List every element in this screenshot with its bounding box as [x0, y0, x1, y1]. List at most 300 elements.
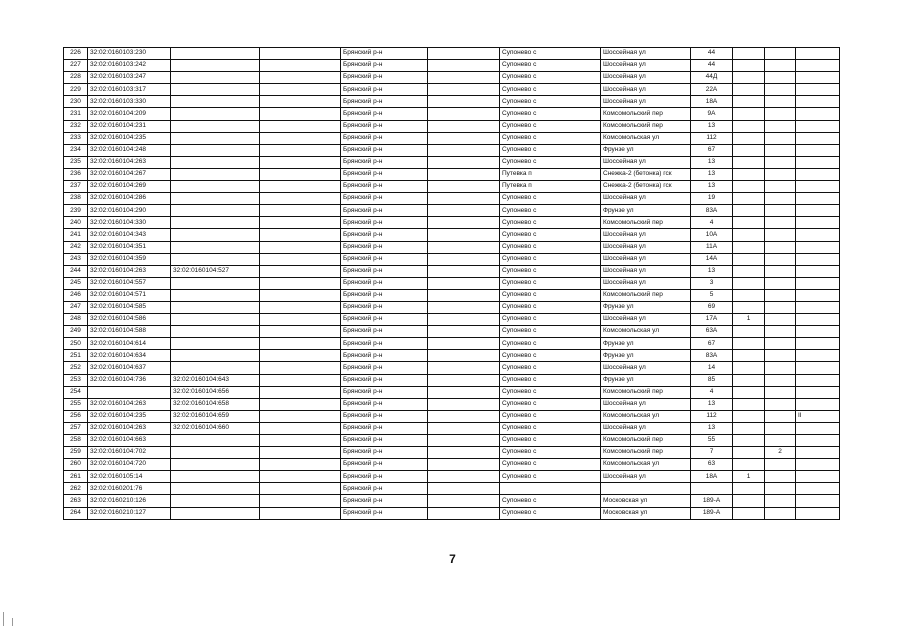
cadastral-number-linked [171, 96, 260, 108]
empty-cell [428, 374, 500, 386]
locality-cell: Супонево с [500, 84, 601, 96]
street-cell: Фрунзе ул [601, 350, 691, 362]
street-cell: Шоссейная ул [601, 229, 691, 241]
house-number: 44 [691, 60, 733, 72]
extra-value [765, 289, 796, 301]
extra-value [733, 132, 765, 144]
region-cell: Брянский р-н [341, 181, 428, 193]
row-number: 252 [64, 362, 88, 374]
cadastral-number: 32:02:0160104:248 [88, 144, 171, 156]
extra-value [733, 422, 765, 434]
locality-cell: Супонево с [500, 398, 601, 410]
region-cell: Брянский р-н [341, 398, 428, 410]
region-cell: Брянский р-н [341, 301, 428, 313]
extra-value [765, 338, 796, 350]
locality-cell: Супонево с [500, 60, 601, 72]
extra-value [796, 144, 840, 156]
empty-cell [428, 48, 500, 60]
street-cell: Комсомольский пер [601, 386, 691, 398]
street-cell [601, 483, 691, 495]
house-number: 14А [691, 253, 733, 265]
cadastral-number-linked [171, 156, 260, 168]
cadastral-number-linked [171, 120, 260, 132]
empty-cell [260, 326, 341, 338]
extra-value [796, 301, 840, 313]
row-number: 246 [64, 289, 88, 301]
empty-cell [260, 350, 341, 362]
locality-cell: Супонево с [500, 314, 601, 326]
house-number: 5 [691, 289, 733, 301]
locality-cell: Супонево с [500, 156, 601, 168]
cadastral-number: 32:02:0160210:126 [88, 495, 171, 507]
cadastral-number-linked [171, 181, 260, 193]
extra-value [733, 156, 765, 168]
cadastral-number-linked [171, 205, 260, 217]
cadastral-number-linked [171, 48, 260, 60]
house-number: 10А [691, 229, 733, 241]
region-cell: Брянский р-н [341, 156, 428, 168]
extra-value [733, 459, 765, 471]
cadastral-number-linked [171, 217, 260, 229]
house-number: 4 [691, 386, 733, 398]
house-number: 63 [691, 459, 733, 471]
extra-value [796, 253, 840, 265]
empty-cell [428, 156, 500, 168]
cadastral-number-linked: 32:02:0160104:656 [171, 386, 260, 398]
region-cell: Брянский р-н [341, 253, 428, 265]
cadastral-number: 32:02:0160104:557 [88, 277, 171, 289]
locality-cell: Супонево с [500, 144, 601, 156]
table-row [64, 471, 840, 483]
table-row [64, 314, 840, 326]
extra-value [796, 435, 840, 447]
page-number: 7 [449, 552, 456, 566]
extra-value [765, 181, 796, 193]
locality-cell: Супонево с [500, 410, 601, 422]
cadastral-number: 32:02:0160210:127 [88, 507, 171, 519]
extra-value [796, 386, 840, 398]
table-row [64, 338, 840, 350]
table-row [64, 156, 840, 168]
extra-value [733, 217, 765, 229]
scan-edge-mark [12, 618, 13, 626]
row-number: 261 [64, 471, 88, 483]
empty-cell [428, 181, 500, 193]
locality-cell: Супонево с [500, 48, 601, 60]
extra-value [796, 483, 840, 495]
extra-value [765, 374, 796, 386]
cadastral-number: 32:02:0160104:736 [88, 374, 171, 386]
extra-value [765, 84, 796, 96]
region-cell: Брянский р-н [341, 132, 428, 144]
extra-value [796, 362, 840, 374]
empty-cell [260, 108, 341, 120]
empty-cell [428, 277, 500, 289]
empty-cell [428, 168, 500, 180]
row-number: 232 [64, 120, 88, 132]
extra-value [796, 422, 840, 434]
empty-cell [260, 386, 341, 398]
cadastral-number: 32:02:0160104:663 [88, 435, 171, 447]
extra-value [765, 132, 796, 144]
row-number: 248 [64, 314, 88, 326]
extra-value [796, 120, 840, 132]
table-row [64, 217, 840, 229]
extra-value [765, 265, 796, 277]
street-cell: Комсомольский пер [601, 217, 691, 229]
empty-cell [428, 217, 500, 229]
row-number: 262 [64, 483, 88, 495]
region-cell: Брянский р-н [341, 120, 428, 132]
region-cell: Брянский р-н [341, 72, 428, 84]
extra-value [733, 410, 765, 422]
cadastral-number-linked [171, 132, 260, 144]
street-cell: Фрунзе ул [601, 144, 691, 156]
registry-rows [64, 48, 840, 520]
empty-cell [260, 265, 341, 277]
empty-cell [428, 301, 500, 313]
street-cell: Комсомольский пер [601, 447, 691, 459]
cadastral-number-linked: 32:02:0160104:527 [171, 265, 260, 277]
extra-value [765, 277, 796, 289]
cadastral-number-linked [171, 507, 260, 519]
row-number: 263 [64, 495, 88, 507]
region-cell: Брянский р-н [341, 483, 428, 495]
empty-cell [260, 507, 341, 519]
extra-value [765, 217, 796, 229]
cadastral-number: 32:02:0160104:235 [88, 132, 171, 144]
row-number: 231 [64, 108, 88, 120]
cadastral-number: 32:02:0160104:571 [88, 289, 171, 301]
cadastral-number: 32:02:0160104:351 [88, 241, 171, 253]
row-number: 256 [64, 410, 88, 422]
extra-value [796, 168, 840, 180]
locality-cell: Супонево с [500, 108, 601, 120]
cadastral-number-linked [171, 350, 260, 362]
extra-value [765, 398, 796, 410]
street-cell: Шоссейная ул [601, 156, 691, 168]
extra-value [765, 410, 796, 422]
extra-value [733, 144, 765, 156]
extra-value: 1 [733, 471, 765, 483]
street-cell: Московская ул [601, 495, 691, 507]
extra-value: II [796, 410, 840, 422]
cadastral-number-linked [171, 314, 260, 326]
cadastral-number: 32:02:0160104:286 [88, 193, 171, 205]
cadastral-number-linked: 32:02:0160104:658 [171, 398, 260, 410]
empty-cell [260, 483, 341, 495]
extra-value [796, 507, 840, 519]
locality-cell: Супонево с [500, 435, 601, 447]
house-number: 14 [691, 362, 733, 374]
cadastral-number-linked [171, 72, 260, 84]
empty-cell [260, 289, 341, 301]
cadastral-number-linked [171, 289, 260, 301]
house-number: 3 [691, 277, 733, 289]
region-cell: Брянский р-н [341, 217, 428, 229]
locality-cell: Супонево с [500, 362, 601, 374]
empty-cell [260, 422, 341, 434]
extra-value [796, 48, 840, 60]
extra-value [765, 193, 796, 205]
empty-cell [428, 471, 500, 483]
locality-cell: Супонево с [500, 507, 601, 519]
table-row [64, 362, 840, 374]
street-cell: Шоссейная ул [601, 96, 691, 108]
table-row [64, 229, 840, 241]
row-number: 264 [64, 507, 88, 519]
extra-value [765, 483, 796, 495]
locality-cell: Супонево с [500, 459, 601, 471]
extra-value [733, 326, 765, 338]
extra-value [765, 495, 796, 507]
row-number: 247 [64, 301, 88, 313]
extra-value [733, 241, 765, 253]
locality-cell: Супонево с [500, 193, 601, 205]
cadastral-number: 32:02:0160104:290 [88, 205, 171, 217]
region-cell: Брянский р-н [341, 495, 428, 507]
empty-cell [428, 386, 500, 398]
extra-value [796, 181, 840, 193]
region-cell: Брянский р-н [341, 84, 428, 96]
locality-cell [500, 483, 601, 495]
locality-cell: Путевка п [500, 181, 601, 193]
cadastral-number-linked [171, 447, 260, 459]
locality-cell: Супонево с [500, 495, 601, 507]
cadastral-number-linked [171, 459, 260, 471]
empty-cell [260, 120, 341, 132]
row-number: 230 [64, 96, 88, 108]
house-number: 67 [691, 144, 733, 156]
row-number: 251 [64, 350, 88, 362]
cadastral-number-linked [171, 277, 260, 289]
extra-value [733, 181, 765, 193]
street-cell: Комсомольская ул [601, 132, 691, 144]
region-cell: Брянский р-н [341, 362, 428, 374]
extra-value [796, 72, 840, 84]
cadastral-number-linked [171, 168, 260, 180]
house-number: 13 [691, 265, 733, 277]
extra-value [733, 168, 765, 180]
cadastral-number-linked [171, 229, 260, 241]
empty-cell [260, 459, 341, 471]
empty-cell [428, 507, 500, 519]
cadastral-number: 32:02:0160104:330 [88, 217, 171, 229]
region-cell: Брянский р-н [341, 277, 428, 289]
extra-value [796, 217, 840, 229]
region-cell: Брянский р-н [341, 60, 428, 72]
table-row [64, 435, 840, 447]
empty-cell [428, 72, 500, 84]
region-cell: Брянский р-н [341, 471, 428, 483]
table-row [64, 108, 840, 120]
extra-value [765, 72, 796, 84]
empty-cell [428, 483, 500, 495]
extra-value [733, 350, 765, 362]
house-number: 13 [691, 168, 733, 180]
house-number: 69 [691, 301, 733, 313]
empty-cell [260, 193, 341, 205]
row-number: 253 [64, 374, 88, 386]
empty-cell [260, 338, 341, 350]
locality-cell: Супонево с [500, 120, 601, 132]
cadastral-number-linked [171, 326, 260, 338]
cadastral-number-linked [171, 144, 260, 156]
empty-cell [428, 398, 500, 410]
region-cell: Брянский р-н [341, 507, 428, 519]
empty-cell [428, 132, 500, 144]
table-row [64, 72, 840, 84]
extra-value [733, 435, 765, 447]
house-number: 13 [691, 422, 733, 434]
extra-value [796, 471, 840, 483]
house-number: 11А [691, 241, 733, 253]
house-number: 4 [691, 217, 733, 229]
row-number: 255 [64, 398, 88, 410]
extra-value [796, 338, 840, 350]
extra-value [733, 277, 765, 289]
extra-value [765, 241, 796, 253]
row-number: 241 [64, 229, 88, 241]
extra-value [796, 132, 840, 144]
region-cell: Брянский р-н [341, 350, 428, 362]
extra-value [765, 350, 796, 362]
extra-value [733, 289, 765, 301]
street-cell: Шоссейная ул [601, 193, 691, 205]
empty-cell [428, 144, 500, 156]
region-cell: Брянский р-н [341, 410, 428, 422]
extra-value [733, 507, 765, 519]
extra-value [765, 314, 796, 326]
extra-value [765, 471, 796, 483]
empty-cell [428, 338, 500, 350]
cadastral-number: 32:02:0160104:634 [88, 350, 171, 362]
locality-cell: Супонево с [500, 326, 601, 338]
empty-cell [260, 168, 341, 180]
empty-cell [428, 422, 500, 434]
empty-cell [260, 471, 341, 483]
street-cell: Шоссейная ул [601, 72, 691, 84]
region-cell: Брянский р-н [341, 435, 428, 447]
extra-value [733, 48, 765, 60]
street-cell: Шоссейная ул [601, 314, 691, 326]
house-number: 7 [691, 447, 733, 459]
empty-cell [428, 265, 500, 277]
house-number: 17А [691, 314, 733, 326]
street-cell: Фрунзе ул [601, 205, 691, 217]
row-number: 259 [64, 447, 88, 459]
region-cell: Брянский р-н [341, 326, 428, 338]
empty-cell [428, 96, 500, 108]
empty-cell [260, 277, 341, 289]
table-row [64, 277, 840, 289]
row-number: 227 [64, 60, 88, 72]
empty-cell [428, 253, 500, 265]
locality-cell: Супонево с [500, 253, 601, 265]
table-row [64, 350, 840, 362]
house-number: 83А [691, 205, 733, 217]
cadastral-number: 32:02:0160104:586 [88, 314, 171, 326]
row-number: 233 [64, 132, 88, 144]
locality-cell: Супонево с [500, 132, 601, 144]
extra-value [733, 386, 765, 398]
locality-cell: Супонево с [500, 277, 601, 289]
scan-edge-mark [3, 612, 4, 626]
table-row [64, 289, 840, 301]
table-row [64, 374, 840, 386]
extra-value [796, 205, 840, 217]
locality-cell: Супонево с [500, 205, 601, 217]
row-number: 258 [64, 435, 88, 447]
cadastral-number: 32:02:0160104:231 [88, 120, 171, 132]
street-cell: Комсомольский пер [601, 108, 691, 120]
house-number: 112 [691, 132, 733, 144]
region-cell: Брянский р-н [341, 422, 428, 434]
region-cell: Брянский р-н [341, 314, 428, 326]
house-number: 13 [691, 398, 733, 410]
street-cell: Фрунзе ул [601, 338, 691, 350]
table-row [64, 48, 840, 60]
locality-cell: Супонево с [500, 422, 601, 434]
locality-cell: Путевка п [500, 168, 601, 180]
extra-value [796, 398, 840, 410]
table-row [64, 132, 840, 144]
empty-cell [428, 459, 500, 471]
extra-value [765, 156, 796, 168]
cadastral-number: 32:02:0160103:230 [88, 48, 171, 60]
empty-cell [260, 435, 341, 447]
extra-value [765, 253, 796, 265]
table-row [64, 326, 840, 338]
cadastral-number: 32:02:0160104:637 [88, 362, 171, 374]
street-cell: Шоссейная ул [601, 241, 691, 253]
table-row [64, 301, 840, 313]
locality-cell: Супонево с [500, 301, 601, 313]
cadastral-number: 32:02:0160104:263 [88, 422, 171, 434]
extra-value [733, 301, 765, 313]
region-cell: Брянский р-н [341, 447, 428, 459]
empty-cell [428, 120, 500, 132]
extra-value [796, 108, 840, 120]
locality-cell: Супонево с [500, 96, 601, 108]
extra-value [796, 277, 840, 289]
locality-cell: Супонево с [500, 241, 601, 253]
empty-cell [428, 314, 500, 326]
extra-value [733, 60, 765, 72]
cadastral-number: 32:02:0160103:317 [88, 84, 171, 96]
house-number: 55 [691, 435, 733, 447]
empty-cell [428, 241, 500, 253]
region-cell: Брянский р-н [341, 338, 428, 350]
extra-value [765, 96, 796, 108]
extra-value [765, 326, 796, 338]
table-row [64, 483, 840, 495]
empty-cell [260, 447, 341, 459]
cadastral-number-linked [171, 108, 260, 120]
street-cell: Шоссейная ул [601, 48, 691, 60]
empty-cell [428, 350, 500, 362]
locality-cell: Супонево с [500, 72, 601, 84]
street-cell: Шоссейная ул [601, 265, 691, 277]
table-row [64, 168, 840, 180]
extra-value [765, 60, 796, 72]
extra-value [733, 362, 765, 374]
house-number: 85 [691, 374, 733, 386]
extra-value [765, 229, 796, 241]
cadastral-number-linked [171, 84, 260, 96]
house-number: 13 [691, 156, 733, 168]
region-cell: Брянский р-н [341, 48, 428, 60]
